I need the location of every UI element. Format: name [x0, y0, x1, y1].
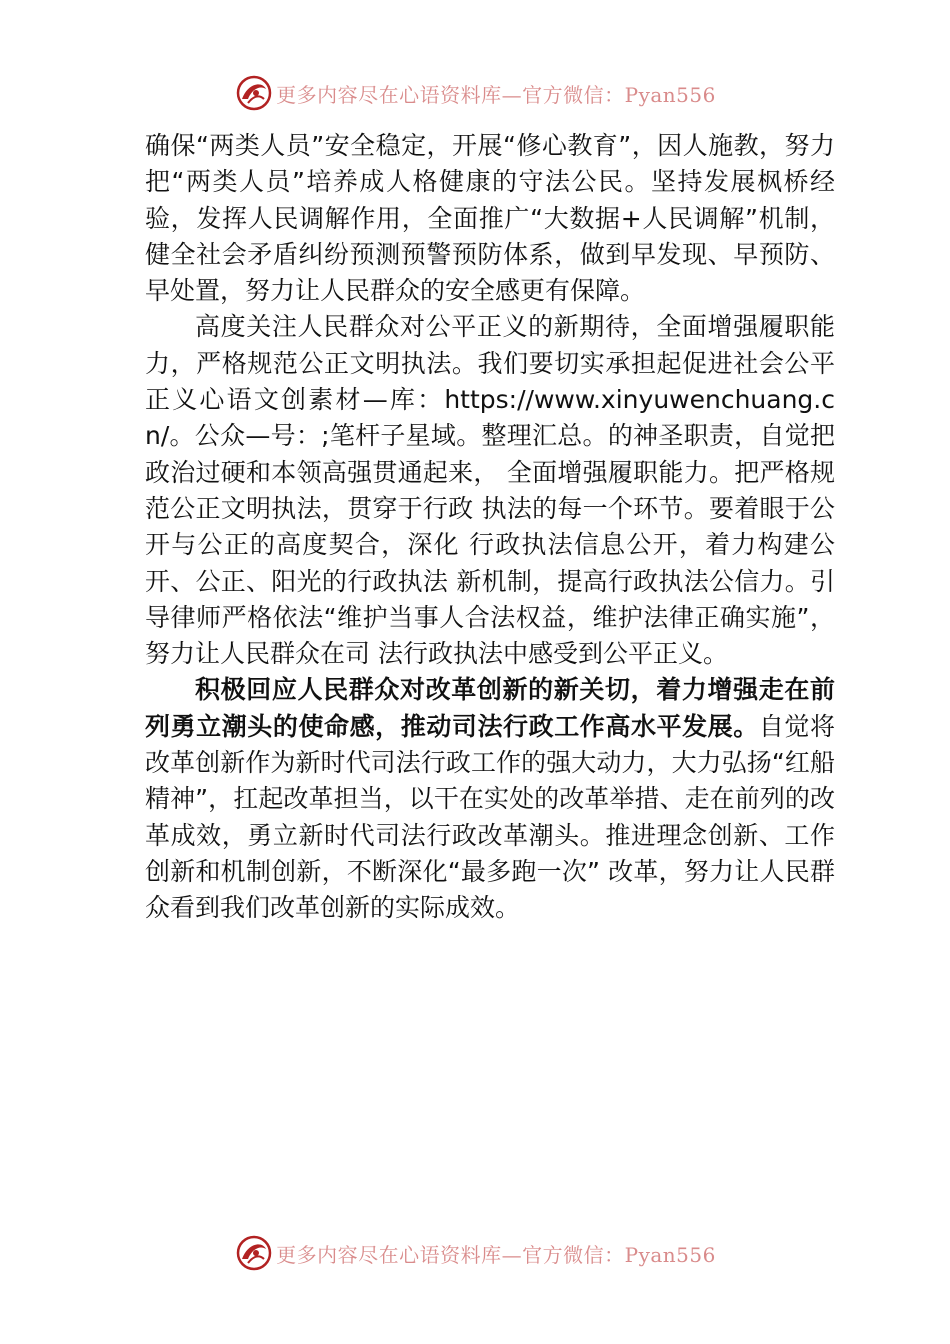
- header-banner: [0, 71, 950, 115]
- document-body: [145, 128, 835, 927]
- paragraph-3: [145, 672, 835, 926]
- swirl-logo-icon: [234, 1233, 274, 1273]
- banner-text: 更多内容尽在心语资料库—官方微信：Pyan556: [276, 82, 716, 107]
- paragraph-3-text: 自觉将改革创新作为新时代司法行政工作的强大动力，大力弘扬“红船精神”，扛起改革担当，以干在实处的改革举措、走在前列的改革成效，勇立新时代司法行政改革潮头。推进理念创新、工作创新和机制创新，不断深化“最多跑一次” 改革，努力让人民群众看到我们改革创新的实际成效。: [145, 711, 835, 923]
- paragraph-1: 确保“两类人员”安全稳定，开展“修心教育”，因人施教，努力把“两类人员”培养成人格健康的守法公民。坚持发展枫桥经验，发挥人民调解作用，全面推广“大数据+人民调解”机制，健全社会矛盾纠纷预测预警预防体系，做到早发现、早预防、早处置，努力让人民群众的安全感更有保障。: [145, 131, 835, 306]
- paragraph-3-heading: 积极回应人民群众对改革创新的新关切，着力增强走在前列勇立潮头的使命感，推动司法行政工作高水平发展。: [145, 675, 835, 741]
- paragraph-2: 高度关注人民群众对公平正义的新期待，全面增强履职能力，严格规范公正文明执法。我们要切实承担起促进社会公平正义心语文创素材—库：https://www.xinyuwenchuang.cn/。公众—号：;笔杆子星域。整理汇总。的神圣职责，自觉把政治过硬和本领高强贯通起来， 全面增强履职能力。把严格规范公正文明执法，贯穿于行政 执法的每一个环节。要着眼于公开与公正的高度契合，深化 行政执法信息公开，着力构建公开、公正、阳光的行政执法 新机制，提高行政执法公信力。引导律师严格依法“维护当事人合法权益，维护法律正确实施”，努力让人民群众在司 法行政执法中感受到公平正义。: [145, 312, 835, 669]
- banner-text: 更多内容尽在心语资料库—官方微信：Pyan556: [276, 1242, 716, 1267]
- footer-banner: [0, 1231, 950, 1275]
- swirl-logo-icon: [234, 73, 274, 113]
